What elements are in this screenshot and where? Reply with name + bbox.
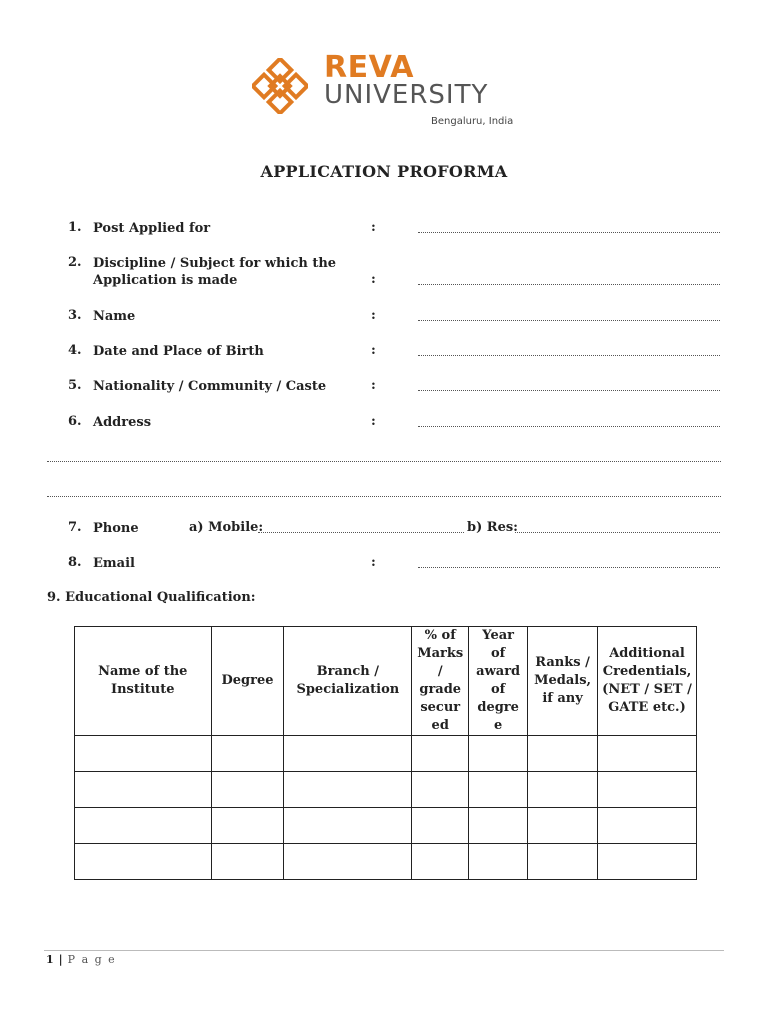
mobile-input-line[interactable] bbox=[258, 532, 464, 533]
field-label: Post Applied for bbox=[93, 221, 211, 236]
field-colon: : bbox=[371, 414, 376, 429]
table-cell[interactable] bbox=[528, 844, 598, 880]
col-header-branch: Branch / Specialization bbox=[284, 627, 412, 736]
field-number: 1. bbox=[68, 220, 82, 235]
brand-subtitle: UNIVERSITY bbox=[324, 80, 489, 110]
col-header-year: Year of award of degre e bbox=[469, 627, 528, 736]
col-header-institute: Name of the Institute bbox=[75, 627, 212, 736]
dob-input-line[interactable] bbox=[418, 355, 720, 356]
table-cell[interactable] bbox=[211, 808, 284, 844]
field-number: 5. bbox=[68, 378, 82, 393]
table-cell[interactable] bbox=[528, 808, 598, 844]
discipline-input-line[interactable] bbox=[418, 284, 720, 285]
table-cell[interactable] bbox=[528, 736, 598, 772]
footer-divider bbox=[44, 950, 724, 951]
col-header-ranks: Ranks / Medals, if any bbox=[528, 627, 598, 736]
reva-logo-icon bbox=[252, 58, 308, 114]
col-header-marks: % of Marks / grade secur ed bbox=[412, 627, 469, 736]
field-number: 2. bbox=[68, 255, 82, 270]
field-label: Phone bbox=[93, 521, 139, 536]
table-cell[interactable] bbox=[211, 736, 284, 772]
mobile-label: a) Mobile: bbox=[189, 520, 264, 535]
nationality-input-line[interactable] bbox=[418, 390, 720, 391]
table-row bbox=[75, 736, 697, 772]
table-cell[interactable] bbox=[598, 844, 697, 880]
table-cell[interactable] bbox=[412, 808, 469, 844]
field-colon: : bbox=[371, 272, 376, 287]
table-cell[interactable] bbox=[211, 772, 284, 808]
col-header-degree: Degree bbox=[211, 627, 284, 736]
page-separator: | bbox=[58, 953, 63, 966]
address-input-line[interactable] bbox=[418, 426, 720, 427]
col-header-credentials: Additional Credentials, (NET / SET / GATE etc.) bbox=[598, 627, 697, 736]
table-cell[interactable] bbox=[412, 844, 469, 880]
field-label: Email bbox=[93, 556, 135, 571]
field-label: Address bbox=[93, 415, 152, 430]
field-number: 8. bbox=[68, 555, 82, 570]
address-input-line-3[interactable] bbox=[47, 496, 721, 497]
table-cell[interactable] bbox=[528, 772, 598, 808]
table-row bbox=[75, 844, 697, 880]
post-applied-input-line[interactable] bbox=[418, 232, 720, 233]
table-cell[interactable] bbox=[598, 736, 697, 772]
field-colon: : bbox=[371, 308, 376, 323]
res-input-line[interactable] bbox=[515, 532, 720, 533]
qualification-heading: 9. Educational Qualification: bbox=[47, 590, 256, 605]
page-word: P a g e bbox=[67, 953, 117, 966]
table-cell[interactable] bbox=[75, 736, 212, 772]
field-label-line1: Discipline / Subject for which the bbox=[93, 256, 337, 271]
table-row bbox=[75, 772, 697, 808]
field-number: 4. bbox=[68, 343, 82, 358]
table-cell[interactable] bbox=[469, 772, 528, 808]
qualification-header-row bbox=[75, 627, 697, 736]
field-colon: : bbox=[371, 220, 376, 235]
table-cell[interactable] bbox=[469, 736, 528, 772]
page-footer bbox=[46, 953, 116, 966]
page-title: APPLICATION PROFORMA bbox=[260, 162, 508, 181]
field-label-line2: Application is made bbox=[93, 273, 238, 288]
table-cell[interactable] bbox=[211, 844, 284, 880]
table-cell[interactable] bbox=[412, 736, 469, 772]
brand-name: REVA bbox=[324, 50, 414, 85]
field-colon: : bbox=[371, 343, 376, 358]
field-colon: : bbox=[371, 378, 376, 393]
name-input-line[interactable] bbox=[418, 320, 720, 321]
table-cell[interactable] bbox=[598, 808, 697, 844]
email-input-line[interactable] bbox=[418, 567, 720, 568]
res-label: b) Res: bbox=[467, 520, 518, 535]
table-cell[interactable] bbox=[75, 772, 212, 808]
table-cell[interactable] bbox=[284, 844, 412, 880]
field-label: Date and Place of Birth bbox=[93, 344, 264, 359]
table-cell[interactable] bbox=[469, 808, 528, 844]
table-cell[interactable] bbox=[598, 772, 697, 808]
field-label: Name bbox=[93, 309, 136, 324]
field-colon: : bbox=[371, 555, 376, 570]
table-cell[interactable] bbox=[284, 736, 412, 772]
table-row bbox=[75, 808, 697, 844]
table-cell[interactable] bbox=[284, 808, 412, 844]
address-input-line-2[interactable] bbox=[47, 461, 721, 462]
field-number: 3. bbox=[68, 308, 82, 323]
brand-location: Bengaluru, India bbox=[431, 116, 514, 127]
qualification-table bbox=[74, 626, 697, 880]
table-cell[interactable] bbox=[469, 844, 528, 880]
field-number: 7. bbox=[68, 520, 82, 535]
field-number: 6. bbox=[68, 414, 82, 429]
table-cell[interactable] bbox=[284, 772, 412, 808]
table-cell[interactable] bbox=[75, 808, 212, 844]
field-label: Nationality / Community / Caste bbox=[93, 379, 327, 394]
table-cell[interactable] bbox=[412, 772, 469, 808]
page-number: 1 bbox=[46, 953, 54, 966]
table-cell[interactable] bbox=[75, 844, 212, 880]
